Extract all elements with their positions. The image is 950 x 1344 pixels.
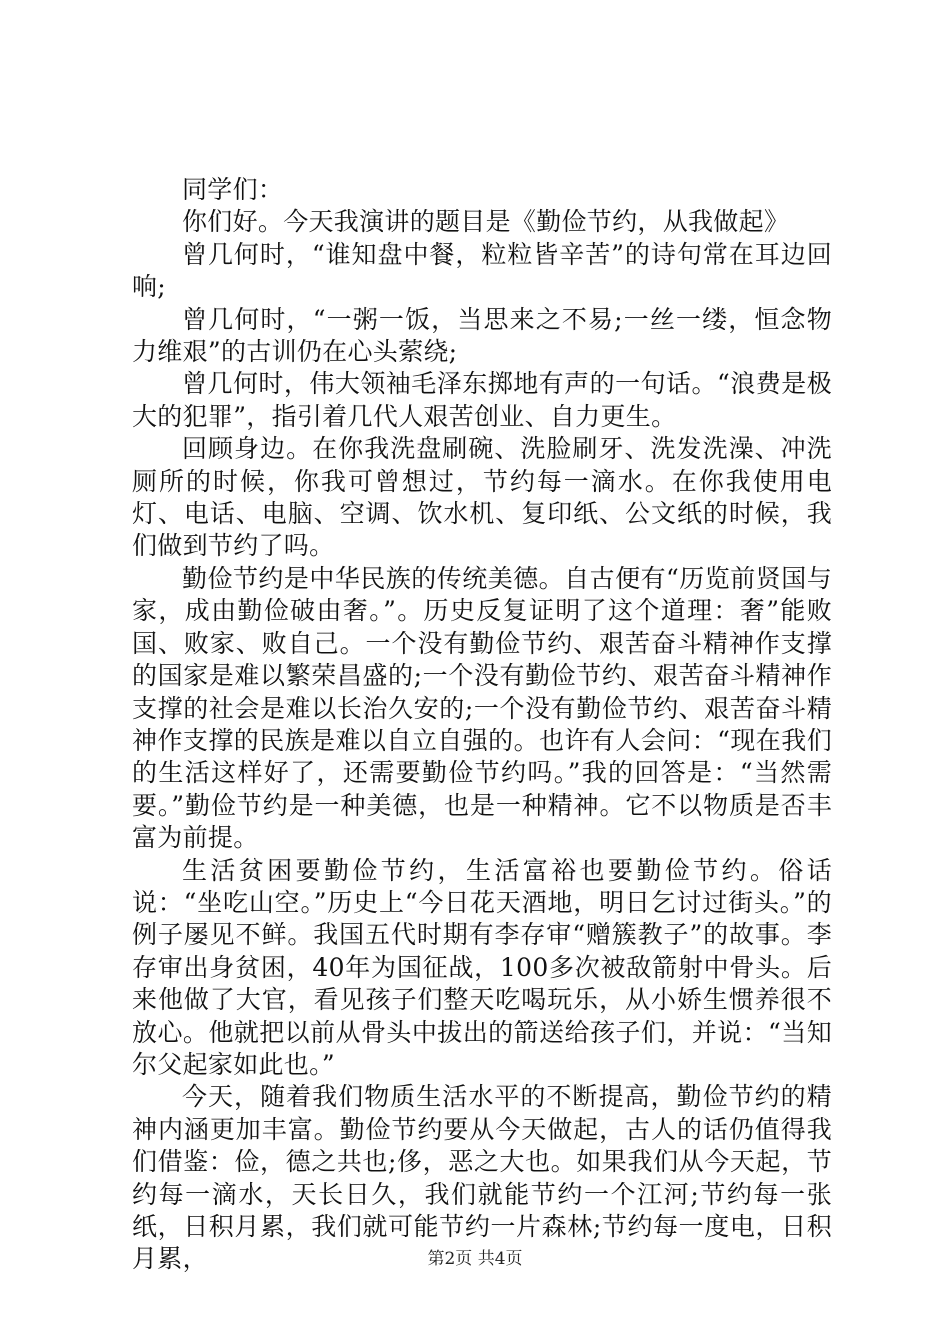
paragraph-ancient-saying: 曾几何时，“一粥一饭，当思来之不易;一丝一缕，恒念物力维艰”的古训仍在心头萦绕;	[132, 304, 832, 367]
speech-body	[132, 174, 832, 1276]
paragraph-mao-quote: 曾几何时，伟大领袖毛泽东掷地有声的一句话。“浪费是极大的犯罪”，指引着几代人艰苦创业、自力更生。	[132, 369, 832, 431]
page-number-footer: 第2页 共4页	[427, 1249, 523, 1269]
paragraph-virtue: 勤俭节约是中华民族的传统美德。自古便有“历览前贤国与家，成由勤俭破由奢。”。历史反复证明了这个道理：奢”能败国、败家、败自己。一个没有勤俭节约、艰苦奋斗精神作支撑的国家是难以繁荣昌盛的;一个没有勤俭节约、艰苦奋斗精神作支撑的社会是难以长治久安的;一个没有勤俭节约、艰苦奋斗精神作支撑的民族是难以自立自强的。也许有人会问：“现在我们的生活这样好了，还需要勤俭节约吗。”我的回答是：“当然需要。”勤俭节约是一种美德，也是一种精神。它不以物质是否丰富为前提。	[132, 563, 832, 853]
paragraph-poem: 曾几何时，“谁知盘中餐，粒粒皆辛苦”的诗句常在耳边回响;	[132, 239, 832, 302]
paragraph-today: 今天，随着我们物质生活水平的不断提高，勤俭节约的精神内涵更加丰富。勤俭节约要从今天做起，古人的话仍值得我们借鉴：俭，德之共也;侈，恶之大也。如果我们从今天起，节约每一滴水，天长日久，我们就能节约一个江河;节约每一张纸，日积月累，我们就可能节约一片森林;节约每一度电，日积月累，	[132, 1082, 832, 1274]
paragraph-intro: 你们好。今天我演讲的题目是《勤俭节约，从我做起》	[182, 207, 790, 237]
paragraph-look-around: 回顾身边。在你我洗盘刷碗、洗脸刷牙、洗发洗澡、冲洗厕所的时候，你我可曾想过，节约每一滴水。在你我使用电灯、电话、电脑、空调、饮水机、复印纸、公文纸的时候，我们做到节约了吗。	[132, 434, 832, 561]
paragraph-story: 生活贫困要勤俭节约，生活富裕也要勤俭节约。俗话说：“坐吃山空。”历史上“今日花天酒地，明日乞讨过街头。”的例子屡见不鲜。我国五代时期有李存审“赠簇教子”的故事。李存审出身贫困，40年为国征战，100多次被敌箭射中骨头。后来他做了大官，看见孩子们整天吃喝玩乐，从小娇生惯养很不放心。他就把以前从骨头中拔出的箭送给孩子们，并说：“当知尔父起家如此也。”	[132, 855, 832, 1079]
paragraph-greeting: 同学们：	[182, 175, 284, 204]
